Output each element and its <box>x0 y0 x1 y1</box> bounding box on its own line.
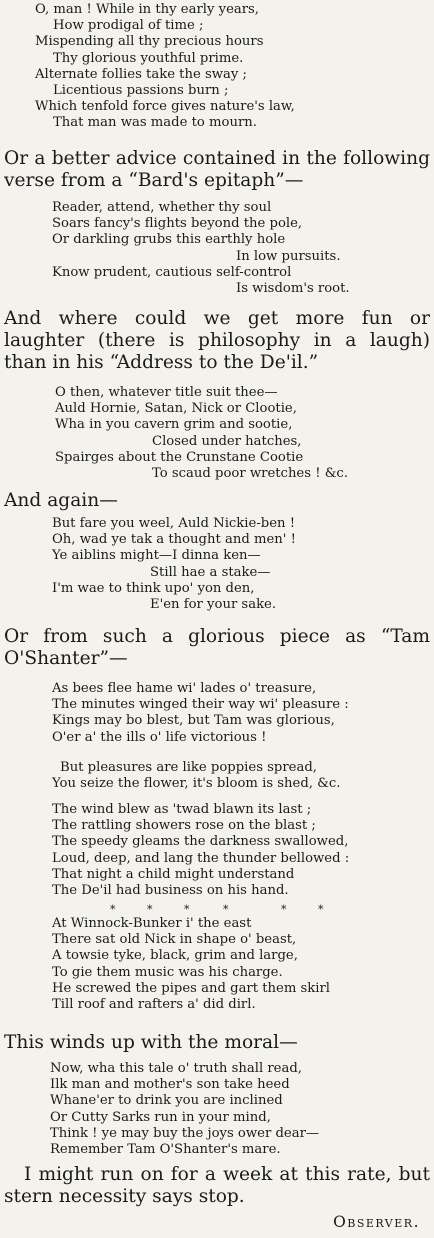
verse-line: Whane'er to drink you are inclined <box>50 1093 283 1109</box>
asterisk: * <box>281 903 287 916</box>
verse-line: Kings may bo blest, but Tam was glorious, <box>52 713 335 729</box>
verse-line: Alternate follies take the sway ; <box>35 66 247 82</box>
asterisk: * <box>184 903 190 916</box>
verse-line: There sat old Nick in shape o' beast, <box>52 932 297 948</box>
stanza-bees-flee-hame <box>0 681 434 746</box>
asterisk: * <box>223 903 229 916</box>
verse-line: Now, wha this tale o' truth shall read, <box>50 1061 302 1076</box>
verse-line: The speedy gleams the darkness swallowed, <box>52 834 349 850</box>
verse-line: Spairges about the Crunstane Cootie <box>55 449 304 465</box>
verse-line: Wha in you cavern grim and sootie, <box>55 417 293 433</box>
verse-line: Is wisdom's root. <box>236 281 350 297</box>
stanza-pleasures-like-poppies <box>0 760 434 792</box>
stanza-moral <box>0 1061 434 1158</box>
verse-line: Or darkling grubs this earthly hole <box>52 232 286 248</box>
verse-line: Oh, wad ye tak a thought and men' ! <box>52 532 296 548</box>
verse-line: He screwed the pipes and gart them skirl <box>52 980 331 996</box>
verse-line: Remember Tam O'Shanter's mare. <box>50 1142 281 1158</box>
verse-line: That man was made to mourn. <box>53 115 257 131</box>
prose-closing: I might run on for a week at this rate, but stern necessity says stop. <box>4 1164 430 1207</box>
verse-line: In low pursuits. <box>236 248 341 264</box>
verse-line: But fare you weel, Auld Nickie-ben ! <box>52 516 296 531</box>
verse-line: The minutes winged their way wi' pleasure : <box>52 697 349 713</box>
stanza-bards-epitaph <box>0 200 434 297</box>
verse-line: The rattling showers rose on the blast ; <box>52 818 316 834</box>
verse-line: To gie them music was his charge. <box>52 964 283 980</box>
verse-line: At Winnock-Bunker i' the east <box>52 916 252 931</box>
asterisk: * <box>318 903 324 916</box>
prose-moral-intro: This winds up with the moral— <box>4 1032 298 1053</box>
verse-line: To scaud poor wretches ! &c. <box>152 466 349 482</box>
verse-line: Thy glorious youthful prime. <box>53 50 244 66</box>
verse-line: Which tenfold force gives nature's law, <box>35 99 295 115</box>
verse-line: Loud, deep, and lang the thunder bellowed : <box>52 850 350 866</box>
prose-address-to-the-deil-intro: And where could we get more fun or laughter (there is philosophy in a laugh) than in his “Address to the De'il.” <box>4 308 430 373</box>
verse-line: Auld Hornie, Satan, Nick or Clootie, <box>55 401 297 417</box>
verse-line: E'en for your sake. <box>150 597 277 613</box>
prose-bards-epitaph-intro: Or a better advice contained in the following verse from a “Bard's epitaph”— <box>4 148 430 191</box>
verse-line: Think ! ye may buy the joys ower dear— <box>50 1125 320 1141</box>
verse-line: Reader, attend, whether thy soul <box>52 200 272 215</box>
verse-line: Till roof and rafters a' did dirl. <box>52 997 256 1013</box>
verse-line: Licentious passions burn ; <box>53 83 229 99</box>
verse-line: The wind blew as 'twad blawn its last ; <box>52 802 312 817</box>
stanza-man-was-made-to-mourn <box>0 2 434 132</box>
verse-line: O, man ! While in thy early years, <box>35 2 259 17</box>
verse-line: Ye aiblins might—I dinna ken— <box>52 548 261 564</box>
verse-line: Know prudent, cautious self-control <box>52 264 292 280</box>
verse-line: Still hae a stake— <box>150 564 271 580</box>
verse-line: Closed under hatches, <box>152 433 302 449</box>
prose-tam-oshanter-intro: Or from such a glorious piece as “Tam O'Shanter”— <box>4 626 430 669</box>
verse-line: How prodigal of time ; <box>53 18 204 34</box>
asterisk: * <box>147 903 153 916</box>
verse-line: A towsie tyke, black, grim and large, <box>52 948 298 964</box>
prose-and-again: And again— <box>4 490 118 511</box>
stanza-address-to-the-deil <box>0 385 434 482</box>
stanza-auld-nickie-ben <box>0 516 434 613</box>
verse-line: O'er a' the ills o' life victorious ! <box>52 729 267 745</box>
verse-line: Mispending all thy precious hours <box>35 34 264 50</box>
stanza-winnock-bunker <box>0 916 434 1013</box>
verse-line: I'm wae to think upo' yon den, <box>52 580 255 596</box>
verse-line: That night a child might understand <box>52 866 295 882</box>
verse-line: But pleasures are like poppies spread, <box>60 760 317 775</box>
verse-line: You seize the flower, it's bloom is shed, &c. <box>52 776 341 792</box>
verse-line: The De'il had business on his hand. <box>52 883 289 899</box>
verse-line: Or Cutty Sarks run in your mind, <box>50 1109 271 1125</box>
asterisk: * <box>110 903 116 916</box>
verse-line: Ilk man and mother's son take heed <box>50 1077 290 1093</box>
verse-line: Soars fancy's flights beyond the pole, <box>52 216 303 232</box>
verse-line: O then, whatever title suit thee— <box>55 385 278 400</box>
stanza-wind-blew <box>0 802 434 899</box>
verse-line: As bees flee hame wi' lades o' treasure, <box>52 681 317 696</box>
signature-observer: Observer. <box>333 1213 420 1231</box>
